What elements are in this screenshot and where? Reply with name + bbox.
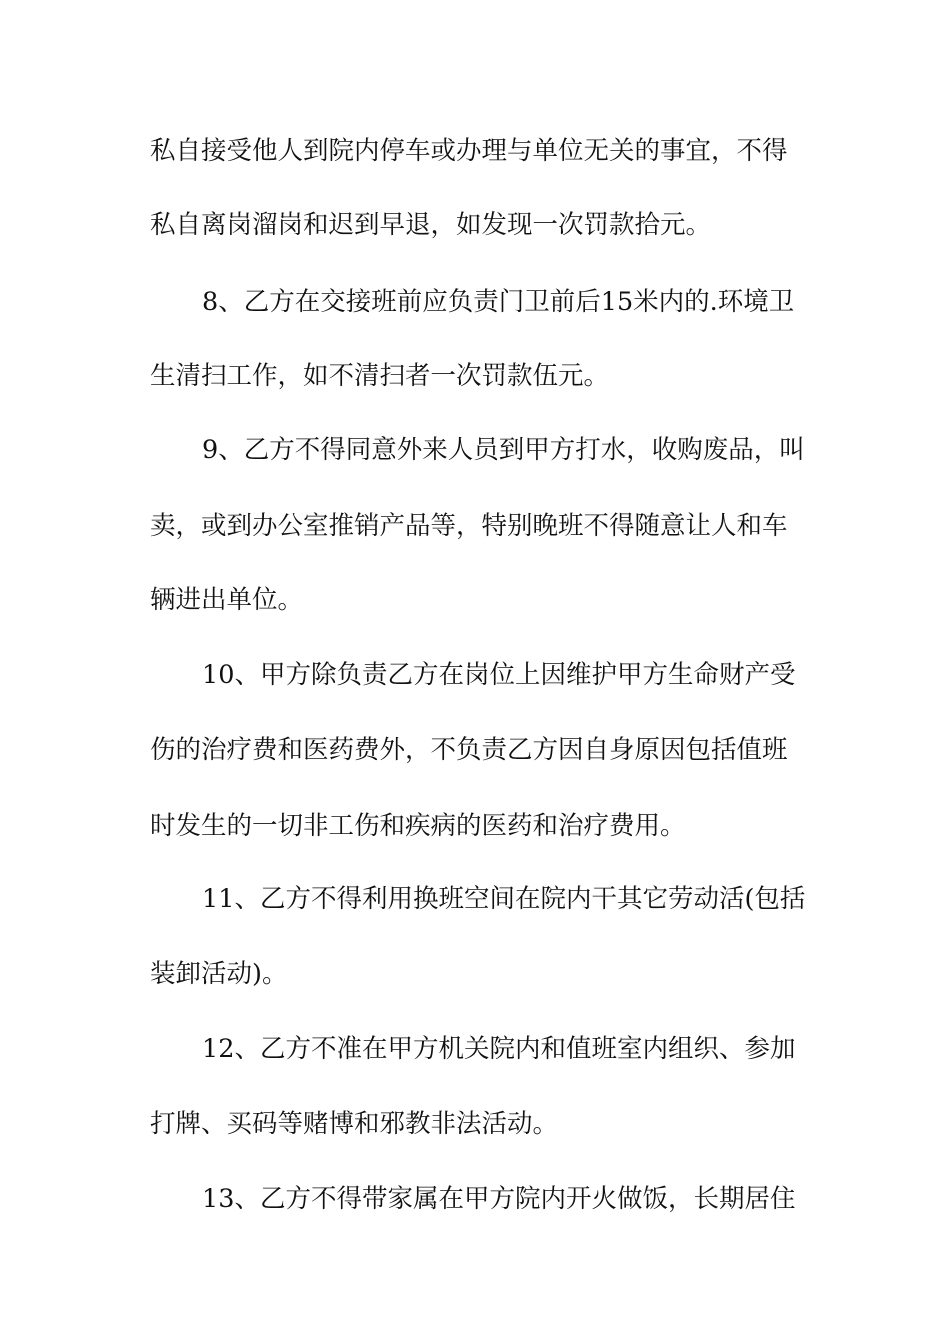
- text-line: 装卸活动)。: [150, 959, 288, 989]
- text-line: 私自接受他人到院内停车或办理与单位无关的事宜，不得: [150, 136, 788, 166]
- paragraph-10-start: 10、甲方除负责乙方在岗位上因维护甲方生命财产受: [202, 660, 796, 690]
- text-line: 时发生的一切非工伤和疾病的医药和治疗费用。: [150, 811, 686, 841]
- text-line: 辆进出单位。: [150, 585, 304, 615]
- paragraph-11-start: 11、乙方不得利用换班空间在院内干其它劳动活(包括: [202, 884, 806, 914]
- text-line: 私自离岗溜岗和迟到早退，如发现一次罚款拾元。: [150, 210, 712, 240]
- paragraph-13-start: 13、乙方不得带家属在甲方院内开火做饭，长期居住: [202, 1184, 796, 1214]
- text-line: 卖，或到办公室推销产品等，特别晚班不得随意让人和车: [150, 511, 788, 541]
- paragraph-12-start: 12、乙方不准在甲方机关院内和值班室内组织、参加: [202, 1034, 796, 1064]
- text-line: 打牌、买码等赌博和邪教非法活动。: [150, 1109, 559, 1139]
- paragraph-9-start: 9、乙方不得同意外来人员到甲方打水，收购废品，叫: [202, 435, 805, 465]
- text-line: 生清扫工作，如不清扫者一次罚款伍元。: [150, 361, 610, 391]
- paragraph-8-start: 8、乙方在交接班前应负责门卫前后15米内的.环境卫: [202, 287, 795, 317]
- text-line: 伤的治疗费和医药费外，不负责乙方因自身原因包括值班: [150, 735, 788, 765]
